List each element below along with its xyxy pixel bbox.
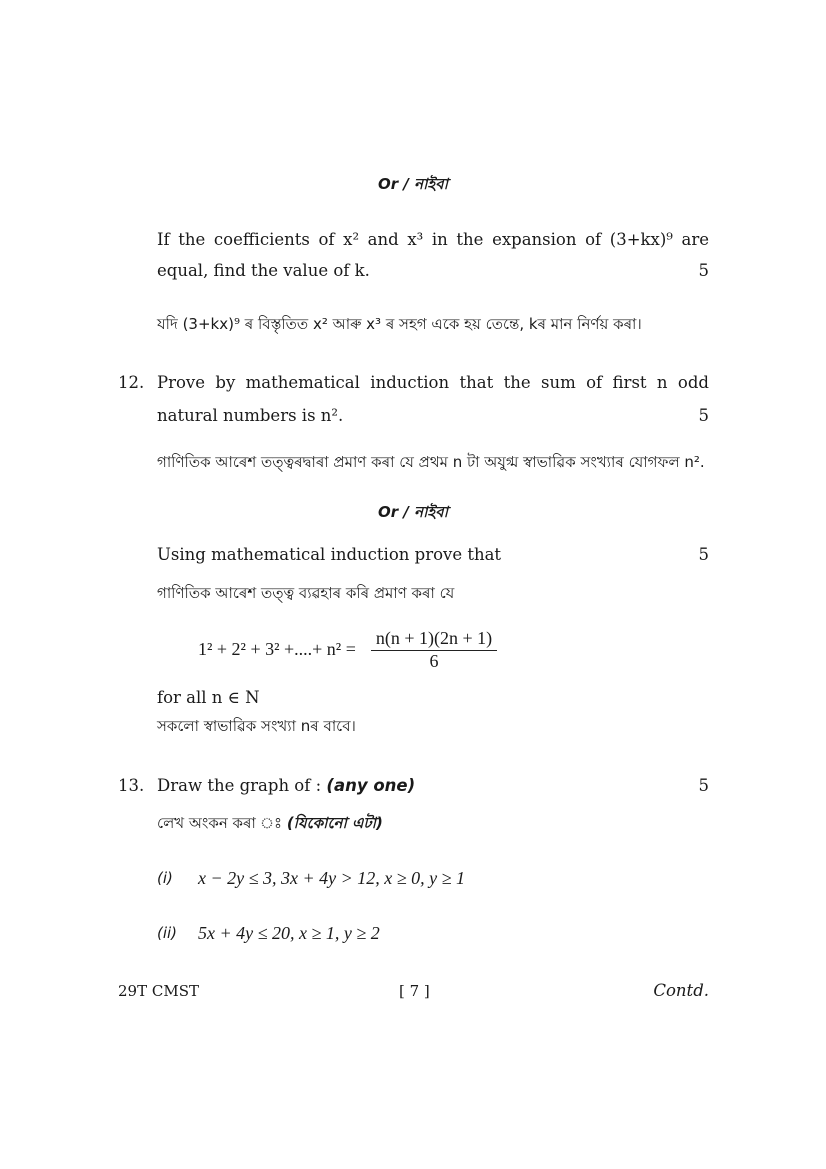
q13-any-one: (any one) [326,776,416,795]
q12-alt-line1: Using mathematical induction prove that [157,545,502,564]
formula-lhs: 1² + 2² + 3² +....+ n² = [198,639,356,659]
q11-alt-line2: equal, find the value of k. [157,261,370,280]
q13-line1 [157,775,415,797]
q13-number: 13. [118,776,145,795]
or-divider-2: Or / নাইবা [378,503,448,521]
formula-denominator: 6 [429,651,439,671]
footer-code: 29T CMST [118,982,199,1000]
footer-page-number: [ 7 ] [399,982,430,1000]
q12-marks: 5 [698,406,709,425]
formula-fraction [371,628,497,672]
q11-alt-line1: If the coefficients of x² and x³ in the expansion of (3+kx)⁹ are [157,230,709,249]
q12-number: 12. [118,373,145,392]
q13-assamese-text: লেখ অংকন কৰা ঃ [157,814,283,832]
q12-alt-assamese: গাণিতিক আৰেশ তত্ত্ব ব্যৱহাৰ কৰি প্ৰমাণ কৰা যে [157,584,455,602]
q11-alt-marks: 5 [698,261,709,280]
for-all-assamese: সকলো স্বাভাৱিক সংখ্যা nৰ বাবে। [157,717,356,735]
q13-item-expr-ii: 5x + 4y ≤ 20, x ≥ 1, y ≥ 2 [198,923,380,943]
q12-alt-marks: 5 [698,545,709,564]
q13-item-expr-i: x − 2y ≤ 3, 3x + 4y > 12, x ≥ 0, y ≥ 1 [198,868,466,888]
q13-marks: 5 [698,776,709,795]
q13-assamese-any: (যিকোনো এটা) [286,814,383,832]
q11-alt-assamese: যদি (3+kx)⁹ ৰ বিস্তৃতিত x² আৰু x³ ৰ সহগ একে হয় তেন্তে, kৰ মান নিৰ্ণয় কৰা। [157,315,642,333]
q13-assamese [157,812,383,834]
q12-line1: Prove by mathematical induction that the sum of first n odd [157,373,709,392]
q13-text: Draw the graph of : [157,776,322,795]
q12-line2: natural numbers is n². [157,406,344,425]
formula-numerator: n(n + 1)(2n + 1) [371,628,497,651]
for-all: for all n ∈ N [157,688,260,707]
or-divider: Or / নাইবা [378,175,448,193]
q13-item-label-i: (i) [157,869,173,887]
footer-contd: Contd. [653,981,709,1000]
q12-assamese: গাণিতিক আৰেশ তত্ত্বৰদ্বাৰা প্ৰমাণ কৰা যে প্ৰথম n টা অযুগ্ম স্বাভাৱিক সংখ্যাৰ যোগফল n². [157,453,705,471]
q13-item-label-ii: (ii) [157,924,178,942]
